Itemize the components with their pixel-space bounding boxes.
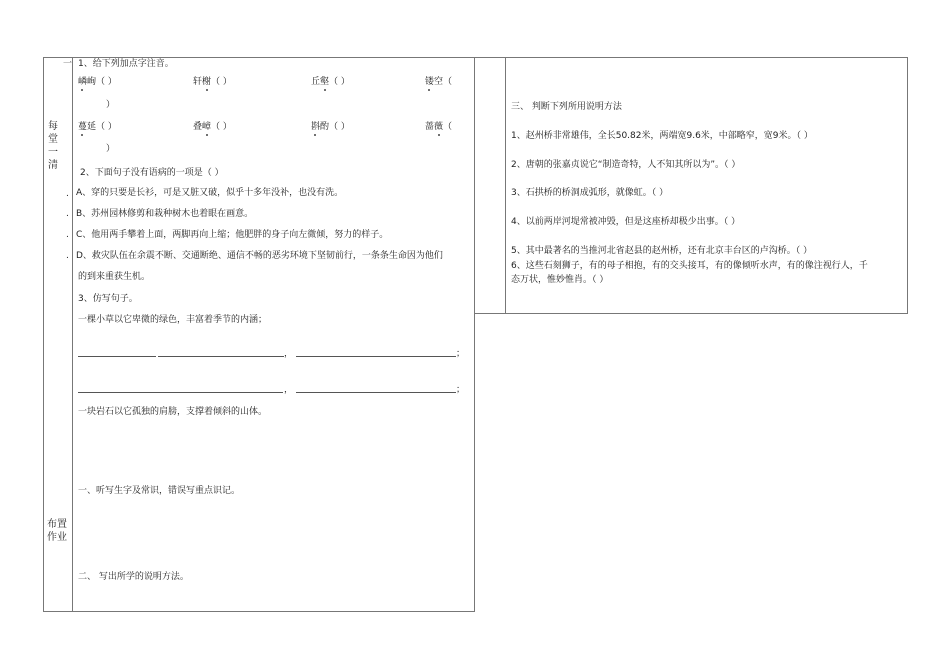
q1-row1-item4: 镂空（ [425,77,453,87]
q2-option-c: C、他用两手攀着上面，两脚再向上缩；他肥胖的身子向左微倾，努力的样子。 [76,230,389,240]
homework-item-2: 二、 写出所学的说明方法。 [78,572,189,582]
q2-option-d: D、救灾队伍在余震不断、交通断绝、通信不畅的恶劣环境下坚韧前行，一条条生命因为他们 [76,251,443,261]
right-inner-divider [505,57,506,314]
judge-item-2: 2、唐朝的张嘉贞说它“制造奇特，人不知其所以为”。（ ） [511,160,741,170]
q3-answer-blank-1c[interactable] [296,356,456,357]
q1-row1-item1: 嶙峋（ ） [78,77,117,87]
emphasis-dot [81,134,83,136]
q2-title: 2、下面句子没有语病的一项是（ ） [80,168,224,178]
q1-row2-item3: 斟酌（ ） [311,122,350,132]
q1-row2-item4: 蔷薇（ [425,122,453,132]
side-mark-5: . [66,251,69,261]
q3-answer-blank-2a[interactable] [78,392,283,393]
q2-option-d-continued: 的到来重获生机。 [78,272,151,282]
q3-example-line-1: 一棵小草以它卑微的绿色，丰富着季节的内涵； [78,315,268,325]
left-panel-frame [43,57,475,612]
judge-item-4: 4、以前两岸河堤常被冲毁，但是这座桥却极少出事。（ ） [511,217,741,227]
q2-option-a: A、穿的只要是长衫，可是又脏又破，似乎十多年没补，也没有洗。 [76,188,344,198]
judge-item-6: 6、这些石刻狮子，有的母子相抱，有的交头接耳，有的像倾听水声，有的像注视行人，千 [511,261,868,271]
judge-item-5: 5、其中最著名的当推河北省赵县的赵州桥，还有北京丰台区的卢沟桥。（ ） [511,246,813,256]
side-mark-4: . [66,230,69,240]
q3-semicolon-2: ； [456,385,466,395]
q1-row2-wrap: ） [106,144,116,154]
emphasis-dot [81,89,83,91]
q1-row2-item1: 蔓延（ ） [78,122,117,132]
emphasis-dot [314,134,316,136]
emphasis-dot [428,89,430,91]
side-label-every-class: 每堂一清 [48,121,58,171]
emphasis-dot [206,134,208,136]
right-section-title: 三、 判断下列所用说明方法 [511,102,622,112]
q3-semicolon-1: ； [456,349,466,359]
judge-item-3: 3、石拱桥的桥洞成弧形，就像虹。（ ） [511,188,669,198]
q3-comma-2: ， [284,385,294,395]
q2-option-b: B、苏州园林修剪和栽种树木也着眼在画意。 [76,209,254,219]
homework-item-1: 一、听写生字及常识，错误写重点识记。 [78,486,241,496]
q3-answer-blank-1a[interactable] [78,356,156,357]
judge-item-6-continued: 态万状，惟妙惟肖。（ ） [511,275,609,285]
side-label-homework: 布置作业 [47,519,67,543]
q1-title: 1、给下列加点字注音。 [78,59,174,69]
q3-answer-blank-2b[interactable] [296,392,456,393]
side-mark-1: 一 [63,59,73,69]
q1-row2-item2: 叠嶂（ ） [193,122,232,132]
emphasis-dot [206,89,208,91]
q3-comma-1: ， [284,349,294,359]
judge-item-1: 1、赵州桥非常雄伟，全长50.82米，两端宽9.6米，中部略窄，宽9米。（ ） [511,131,813,141]
side-mark-3: . [66,209,69,219]
q1-row1-wrap: ） [106,100,116,110]
q1-row1-item3: 丘壑（ ） [311,77,350,87]
left-column-divider [72,57,73,612]
q3-example-line-2: 一块岩石以它孤独的肩膀，支撑着倾斜的山体。 [78,407,268,417]
side-mark-2: . [66,189,69,199]
q1-row1-item2: 轩榭（ ） [193,77,232,87]
emphasis-dot [324,89,326,91]
emphasis-dot [438,134,440,136]
q3-answer-blank-1b[interactable] [158,356,284,357]
q3-title: 3、仿写句子。 [78,294,138,304]
